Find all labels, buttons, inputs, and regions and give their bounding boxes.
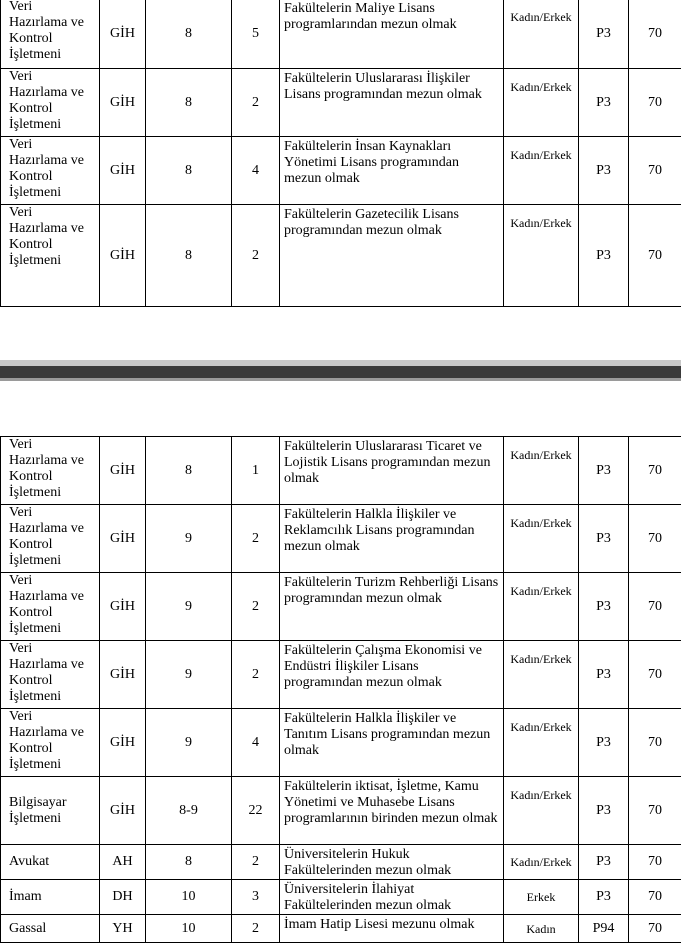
kpss-cell: P3 (579, 709, 629, 777)
kpss-cell: P3 (579, 641, 629, 709)
class-cell: GİH (100, 0, 146, 69)
class-cell: GİH (100, 437, 146, 505)
position-cell: İmam (1, 880, 100, 915)
requirement-cell: Fakültelerin Çalışma Ekonomisi ve Endüstri İlişkiler Lisans programından mezun olmak (280, 641, 504, 709)
class-cell: GİH (100, 641, 146, 709)
quota-cell: 2 (232, 573, 280, 641)
gender-cell: Kadın/Erkek (504, 641, 579, 709)
grade-cell: 8 (146, 137, 232, 205)
class-cell: GİH (100, 205, 146, 307)
position-cell: Veri Hazırlama ve Kontrol İşletmeni (1, 505, 100, 573)
table-row (1, 437, 681, 505)
grade-cell: 9 (146, 505, 232, 573)
score-cell: 70 (629, 880, 681, 915)
requirement-cell: Üniversitelerin Hukuk Fakültelerinden mezun olmak (280, 845, 504, 880)
gender-cell: Kadın/Erkek (504, 709, 579, 777)
requirement-cell: Üniversitelerin İlahiyat Fakültelerinden mezun olmak (280, 880, 504, 915)
position-cell: Veri Hazırlama ve Kontrol İşletmeni (1, 69, 100, 137)
position-cell: Veri Hazırlama ve Kontrol İşletmeni (1, 437, 100, 505)
requirement-cell: Fakültelerin Gazetecilik Lisans programından mezun olmak (280, 205, 504, 307)
position-cell: Bilgisayar İşletmeni (1, 777, 100, 845)
table-row (1, 0, 681, 69)
table-row (1, 880, 681, 915)
requirement-cell: Fakültelerin iktisat, İşletme, Kamu Yönetimi ve Muhasebe Lisans programlarının birinden mezun olmak (280, 777, 504, 845)
table-row (1, 845, 681, 880)
table-row (1, 641, 681, 709)
gender-cell: Kadın/Erkek (504, 205, 579, 307)
position-cell: Veri Hazırlama ve Kontrol İşletmeni (1, 137, 100, 205)
score-cell: 70 (629, 777, 681, 845)
gender-cell: Kadın/Erkek (504, 137, 579, 205)
table-row (1, 709, 681, 777)
quota-cell: 2 (232, 69, 280, 137)
quota-cell: 4 (232, 137, 280, 205)
position-cell: Veri Hazırlama ve Kontrol İşletmeni (1, 641, 100, 709)
requirement-cell: İmam Hatip Lisesi mezunu olmak (280, 915, 504, 943)
kpss-cell: P3 (579, 573, 629, 641)
quota-cell: 2 (232, 205, 280, 307)
grade-cell: 8 (146, 845, 232, 880)
kpss-cell: P3 (579, 777, 629, 845)
position-cell: Avukat (1, 845, 100, 880)
class-cell: YH (100, 915, 146, 943)
quota-cell: 2 (232, 505, 280, 573)
score-cell: 70 (629, 437, 681, 505)
quota-cell: 4 (232, 709, 280, 777)
kpss-cell: P3 (579, 880, 629, 915)
kpss-cell: P3 (579, 69, 629, 137)
requirement-cell: Fakültelerin Halkla İlişkiler ve Reklamcılık Lisans programından mezun olmak (280, 505, 504, 573)
position-cell: Veri Hazırlama ve Kontrol İşletmeni (1, 573, 100, 641)
gender-cell: Kadın/Erkek (504, 505, 579, 573)
gender-cell: Kadın/Erkek (504, 573, 579, 641)
quota-cell: 3 (232, 880, 280, 915)
class-cell: GİH (100, 709, 146, 777)
gender-cell: Kadın/Erkek (504, 0, 579, 69)
gender-cell: Kadın/Erkek (504, 69, 579, 137)
score-cell: 70 (629, 573, 681, 641)
class-cell: GİH (100, 777, 146, 845)
kpss-cell: P3 (579, 205, 629, 307)
quota-cell: 1 (232, 437, 280, 505)
quota-cell: 5 (232, 0, 280, 69)
score-cell: 70 (629, 915, 681, 943)
kpss-cell: P3 (579, 437, 629, 505)
class-cell: GİH (100, 69, 146, 137)
score-cell: 70 (629, 709, 681, 777)
position-cell: Veri Hazırlama ve Kontrol İşletmeni (1, 709, 100, 777)
page-gap-shadow-lower (0, 378, 681, 381)
score-cell: 70 (629, 69, 681, 137)
score-cell: 70 (629, 505, 681, 573)
table-row (1, 137, 681, 205)
class-cell: GİH (100, 137, 146, 205)
kpss-cell: P3 (579, 505, 629, 573)
table-row (1, 777, 681, 845)
position-cell: Veri Hazırlama ve Kontrol İşletmeni (1, 0, 100, 69)
grade-cell: 9 (146, 641, 232, 709)
quota-cell: 22 (232, 777, 280, 845)
table-bottom (0, 436, 681, 943)
requirement-cell: Fakültelerin Uluslararası Ticaret ve Lojistik Lisans programından mezun olmak (280, 437, 504, 505)
gender-cell: Kadın/Erkek (504, 777, 579, 845)
grade-cell: 8 (146, 0, 232, 69)
score-cell: 70 (629, 845, 681, 880)
kpss-cell: P3 (579, 845, 629, 880)
table-row (1, 505, 681, 573)
kpss-cell: P3 (579, 0, 629, 69)
class-cell: GİH (100, 505, 146, 573)
grade-cell: 8-9 (146, 777, 232, 845)
grade-cell: 9 (146, 573, 232, 641)
grade-cell: 9 (146, 709, 232, 777)
gender-cell: Kadın/Erkek (504, 437, 579, 505)
position-cell: Veri Hazırlama ve Kontrol İşletmeni (1, 205, 100, 307)
grade-cell: 10 (146, 915, 232, 943)
quota-cell: 2 (232, 915, 280, 943)
gender-cell: Erkek (504, 880, 579, 915)
requirement-cell: Fakültelerin Maliye Lisans programlarından mezun olmak (280, 0, 504, 69)
gender-cell: Kadın/Erkek (504, 845, 579, 880)
score-cell: 70 (629, 641, 681, 709)
page-break-bar (0, 366, 681, 378)
grade-cell: 10 (146, 880, 232, 915)
requirement-cell: Fakültelerin Uluslararası İlişkiler Lisans programından mezun olmak (280, 69, 504, 137)
grade-cell: 8 (146, 205, 232, 307)
class-cell: AH (100, 845, 146, 880)
quota-cell: 2 (232, 641, 280, 709)
score-cell: 70 (629, 137, 681, 205)
grade-cell: 8 (146, 437, 232, 505)
score-cell: 70 (629, 205, 681, 307)
requirement-cell: Fakültelerin Turizm Rehberliği Lisans programından mezun olmak (280, 573, 504, 641)
requirement-cell: Fakültelerin İnsan Kaynakları Yönetimi Lisans programından mezun olmak (280, 137, 504, 205)
class-cell: DH (100, 880, 146, 915)
gender-cell: Kadın (504, 915, 579, 943)
kpss-cell: P3 (579, 137, 629, 205)
table-row (1, 205, 681, 307)
quota-cell: 2 (232, 845, 280, 880)
table-row (1, 915, 681, 943)
class-cell: GİH (100, 573, 146, 641)
kpss-cell: P94 (579, 915, 629, 943)
table-row (1, 69, 681, 137)
score-cell: 70 (629, 0, 681, 69)
grade-cell: 8 (146, 69, 232, 137)
position-cell: Gassal (1, 915, 100, 943)
table-row (1, 573, 681, 641)
requirement-cell: Fakültelerin Halkla İlişkiler ve Tanıtım Lisans programından mezun olmak (280, 709, 504, 777)
table-top (0, 0, 681, 307)
